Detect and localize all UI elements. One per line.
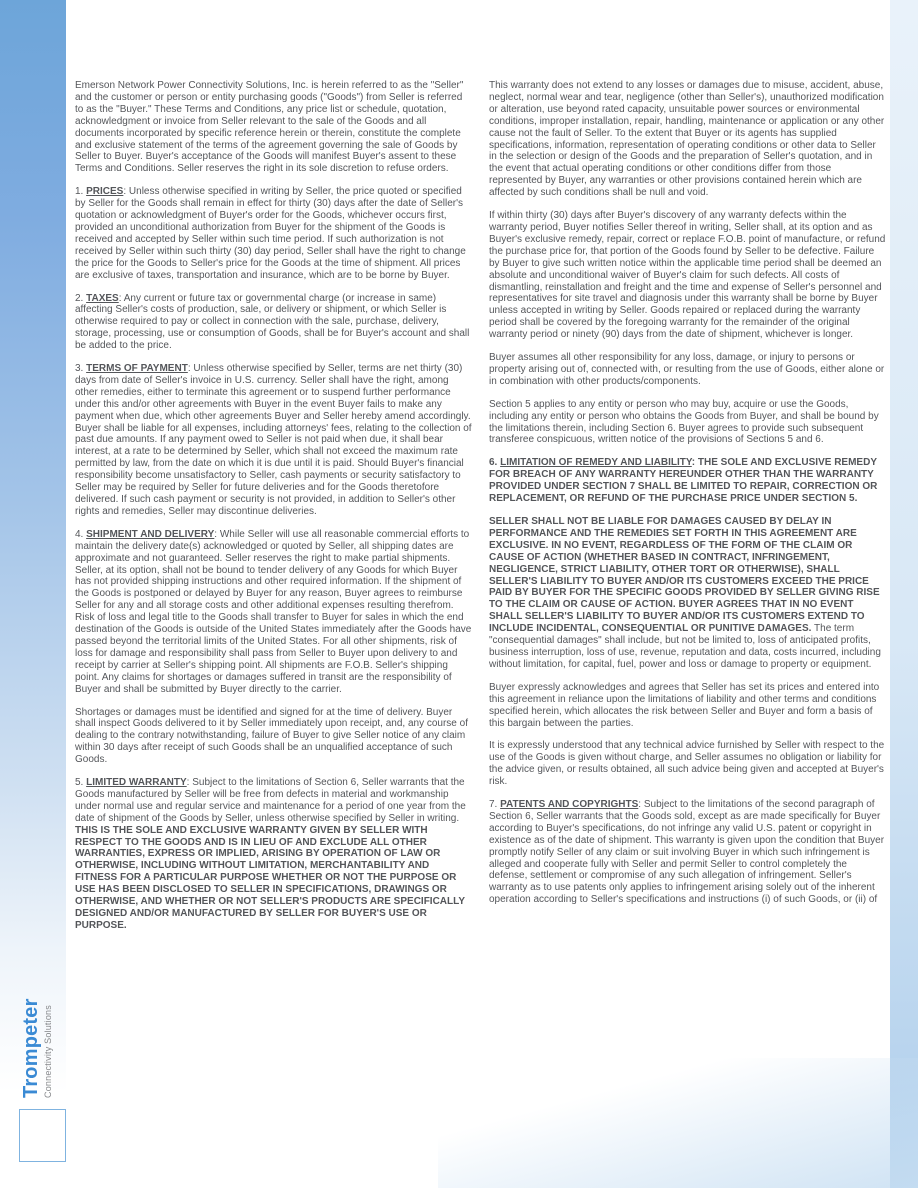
paragraph <box>75 186 472 281</box>
paragraph <box>489 80 886 199</box>
text-run: Buyer expressly acknowledges and agrees that Seller has set its prices and entered into this agreement in reliance upon the limitations of liability and other terms and conditions specified herein, which allocates the risk between Seller and Buyer and form a basis of this bargain between the parties. <box>489 681 880 729</box>
paragraph <box>75 529 472 696</box>
text-run: It is expressly understood that any technical advice furnished by Seller with respect to the use of the Goods is given without charge, and Seller assumes no obligation or liability for the advice given, or results obtained, all such advice being given and accepted at Buyer's risk. <box>489 740 885 788</box>
paragraph <box>75 80 472 175</box>
terms-column-left <box>75 80 472 943</box>
text-run: : While Seller will use all reasonable commercial efforts to maintain the delivery date(s) acknowledged or quoted by Seller, all shipping dates are approximate and not guaranteed. Seller reserves the right to make partial shipments. Seller, at its option, shall not be bound to tender delivery of any Goods for which Buyer has not provided shipping instructions and other required information. If the shipment of the Goods is postponed or delayed by Buyer for any reason, Buyer agrees to reimburse Seller for any and all storage costs and other additional expenses resulting therefrom. Risk of loss and legal title to the Goods shall transfer to Buyer for sales in which the end destination of the Goods is outside of the United States immediately after the Goods have passed beyond the territorial limits of the United States. For all other shipments, risk of loss for damage and responsibility shall pass from Seller to Buyer upon delivery to and receipt by carrier at Seller's shipping point. All shipments are F.O.B. Seller's shipping point. Any claims for shortages or damages suffered in transit are the responsibility of Buyer and shall be submitted by Buyer directly to the carrier. <box>75 528 472 695</box>
paragraph <box>489 516 886 671</box>
right-edge-accent <box>890 0 918 1188</box>
terms-column-right <box>489 80 886 917</box>
paragraph <box>489 457 886 505</box>
text-run: : Unless otherwise specified in writing by Seller, the price quoted or specified by Seller for the Goods shall remain in effect for thirty (30) days after the date of Seller's quotation or acknowledgment of Buyer's order for the Goods, whichever occurs first, provided an unconditional authorization from Buyer for the shipment of the Goods is received and accepted by Seller within such time period. If such authorization is not received by Seller within such thirty (30) day period, Seller shall have the right to change the price for the Goods to Seller's price for the Goods at the time of shipment. All prices are exclusive of taxes, transportation and insurance, which are to be borne by Buyer. <box>75 186 466 281</box>
logo-outline-box <box>19 1109 66 1162</box>
section-heading: TAXES <box>86 292 119 304</box>
text-run: Buyer assumes all other responsibility for any loss, damage, or injury to persons or property arising out of, connected with, or resulting from the use of Goods, either alone or in combination with other products/components. <box>489 352 885 387</box>
text-run: SELLER SHALL NOT BE LIABLE FOR DAMAGES CAUSED BY DELAY IN PERFORMANCE AND THE REMEDIES SET FORTH IN THIS AGREEMENT ARE EXCLUSIVE. IN NO EVENT, REGARDLESS OF THE FORM OF THE CLAIM OR CAUSE OF ACTION (WHETHER BASED IN CONTRACT, INFRINGEMENT, NEGLIGENCE, STRICT LIABILITY, OTHER TORT OR OTHERWISE), SHALL SELLER'S LIABILITY TO BUYER AND/OR ITS CUSTOMERS EXCEED THE PRICE PAID BY BUYER FOR THE SPECIFIC GOODS PROVIDED BY SELLER GIVING RISE TO THE CLAIM OR CAUSE OF ACTION. BUYER AGREES THAT IN NO EVENT SHALL SELLER'S LIABILITY TO BUYER AND/OR ITS CUSTOMERS EXTEND TO INCLUDE INCIDENTAL, CONSEQUENTIAL OR PUNITIVE DAMAGES. <box>489 516 880 635</box>
text-run: : THE SOLE AND EXCLUSIVE REMEDY FOR BREACH OF ANY WARRANTY HEREUNDER OTHER THAN THE WARRANTY PROVIDED UNDER SECTION 7 SHALL BE LIMITED TO REPAIR, CORRECTION OR REPLACEMENT, OR REFUND OF THE PURCHASE PRICE UNDER SECTION 5. <box>489 457 878 505</box>
section-heading: PRICES <box>86 186 124 198</box>
text-run: : Unless otherwise specified by Seller, terms are net thirty (30) days from date of Seller's invoice in U.S. currency. Seller shall have the right, among other remedies, either to terminate this agreement or to suspend further performance under this and/or other agreements with Buyer in the event Buyer fails to make any payment when due, which other agreements Buyer and Seller hereby amend accordingly. Buyer shall be liable for all expenses, including attorneys' fees, relating to the collection of past due amounts. If any payment owed to Seller is not paid when due, it shall bear interest, at a rate to be determined by Seller, which shall not exceed the maximum rate permitted by law, from the date on which it is due until it is paid. Should Buyer's financial responsibility become unsatisfactory to Seller, cash payments or security satisfactory to Seller may be required by Seller for future deliveries and for the Goods theretofore delivered. If such cash payment or security is not provided, in addition to Seller's other rights and remedies, Seller may discontinue deliveries. <box>75 363 472 517</box>
section-heading: SHIPMENT AND DELIVERY <box>86 528 215 540</box>
brand-logo <box>21 998 53 1098</box>
text-run: 4. <box>75 528 87 540</box>
paragraph <box>75 293 472 353</box>
text-run: Emerson Network Power Connectivity Solutions, Inc. is herein referred to as the "Seller" and the customer or person or entity purchasing goods ("Goods") from Seller is referred to as the "Buyer." These Terms and Conditions, any price list or schedule, quotation, acknowledgment or invoice from Seller relevant to the sale of the Goods and all documents incorporated by specific reference herein or therein, constitute the complete and exclusive statement of the terms of the agreement governing the sale of Goods by Seller to Buyer. Buyer's acceptance of the Goods will manifest Buyer's assent to these Terms and Conditions. Seller reserves the right in its sole discretion to refuse orders. <box>75 80 464 175</box>
section-heading: LIMITATION OF REMEDY AND LIABILITY <box>500 457 692 469</box>
paragraph <box>489 682 886 730</box>
paragraph <box>489 210 886 341</box>
section-heading: PATENTS AND COPYRIGHTS <box>500 799 639 811</box>
text-run: 7. <box>489 799 501 811</box>
text-run: THIS IS THE SOLE AND EXCLUSIVE WARRANTY GIVEN BY SELLER WITH RESPECT TO THE GOODS AND IS IN LIEU OF AND EXCLUDE ALL OTHER WARRANTIES, EXPRESS OR IMPLIED, ARISING BY OPERATION OF LAW OR OTHERWISE, INCLUDING WITHOUT LIMITATION, MERCHANTABILITY AND FITNESS FOR A PARTICULAR PURPOSE WHETHER OR NOT THE PURPOSE OR USE HAS BEEN DISCLOSED TO SELLER IN SPECIFICATIONS, DRAWINGS OR OTHERWISE, AND WHETHER OR NOT SELLER'S PRODUCTS ARE SPECIFICALLY DESIGNED AND/OR MANUFACTURED BY SELLER FOR BUYER'S USE OR PURPOSE. <box>75 824 465 931</box>
paragraph <box>489 352 886 388</box>
paragraph <box>489 799 886 906</box>
paragraph <box>489 399 886 447</box>
section-heading: TERMS OF PAYMENT <box>86 363 188 375</box>
text-run: 6. <box>489 457 501 469</box>
text-run: 5. <box>75 777 87 789</box>
brand-tagline: Connectivity Solutions <box>43 1005 53 1098</box>
text-run: 1. <box>75 186 87 198</box>
text-run: Section 5 applies to any entity or person who may buy, acquire or use the Goods, including any entity or person who obtains the Goods from Buyer, and shall be bound by the limitations therein, including Section 6. Buyer agrees to provide such subsequent transferee conspicuous, written notice of the provisions of Sections 5 and 6. <box>489 398 879 446</box>
paragraph <box>75 363 472 518</box>
text-run: 3. <box>75 363 87 375</box>
paragraph <box>75 777 472 932</box>
paragraph <box>75 707 472 767</box>
section-heading: LIMITED WARRANTY <box>86 777 187 789</box>
text-run: Shortages or damages must be identified and signed for at the time of delivery. Buyer shall inspect Goods delivered to it by Seller immediately upon receipt, and, any course of dealing to the contrary notwithstanding, failure of Buyer to give Seller notice of any claim within 30 days after receipt of such Goods shall be an unqualified acceptance of such Goods. <box>75 706 468 766</box>
paragraph <box>489 740 886 788</box>
text-run: 2. <box>75 292 87 304</box>
bottom-right-accent-wash <box>438 1058 918 1188</box>
text-run: The term "consequential damages" shall include, but not be limited to, loss of anticipated profits, business interruption, loss of use, revenue, reputation and data, costs incurred, including without limitation, for capital, fuel, power and loss or damage to property or equipment. <box>489 623 881 670</box>
text-run: : Subject to the limitations of the second paragraph of Section 6, Seller warrants that the Goods sold, except as are made specifically for Buyer according to Buyer's specifications, do not infringe any valid U.S. patent or copyright in existence as of the date of shipment. This warranty is given upon the condition that Buyer promptly notify Seller of any claim or suit involving Buyer in which such infringement is alleged and cooperate fully with Seller and permit Seller to control completely the defense, settlement or compromise of any such allegation of infringement. Seller's warranty as to use patents only applies to infringement arising solely out of the inherent operation according to Seller's specifications and instructions (i) of such Goods, or (ii) of <box>489 799 885 906</box>
text-run: If within thirty (30) days after Buyer's discovery of any warranty defects within the warranty period, Buyer notifies Seller thereof in writing, Seller shall, at its option and as Buyer's exclusive remedy, repair, correct or replace F.O.B. point of manufacture, or refund the purchase price for, that portion of the Goods found by Seller to be defective. Failure by Buyer to give such written notice within the applicable time period shall be deemed an absolute and unconditional waiver of Buyer's claim for such defects. All costs of dismantling, reinstallation and freight and the time and expense of Seller's personnel and representatives for site travel and diagnosis under this warranty shall be borne by Buyer unless accepted in writing by Seller. Goods repaired or replaced during the warranty period shall be covered by the foregoing warranty for the remainder of the original warranty period or ninety (90) days from the date of shipment, whichever is longer. <box>489 210 886 341</box>
text-run: : Subject to the limitations of Section 6, Seller warrants that the Goods manufactured by Seller will be free from defects in material and workmanship under normal use and regular service and maintenance for a period of one year from the date of shipment of the Goods by Seller, unless otherwise specified by Seller in writing. <box>75 777 466 824</box>
text-run: : Any current or future tax or governmental charge (or increase in same) affecting Seller's costs of production, sale, or delivery or shipment, or which Seller is otherwise required to pay or collect in connection with the sale, purchase, delivery, storage, processing, use or consumption of Goods, shall be for Buyer's account and shall be added to the price. <box>75 292 470 352</box>
brand-name: Trompeter <box>20 998 42 1098</box>
text-run: This warranty does not extend to any losses or damages due to misuse, accident, abuse, neglect, normal wear and tear, negligence (other than Seller's), unauthorized modification or alteration, use beyond rated capacity, unsuitable power sources or environmental conditions, improper installation, repair, handling, maintenance or application or any other cause not the fault of Seller. To the extent that Buyer or its agents has supplied specifications, information, representation of operating conditions or other data to Seller in the selection or design of the Goods and the preparation of Seller's quotation, and in the event that actual operating conditions or other conditions differ from those represented by Buyer, any warranties or other provisions contained herein which are affected by such conditions shall be null and void. <box>489 80 885 199</box>
